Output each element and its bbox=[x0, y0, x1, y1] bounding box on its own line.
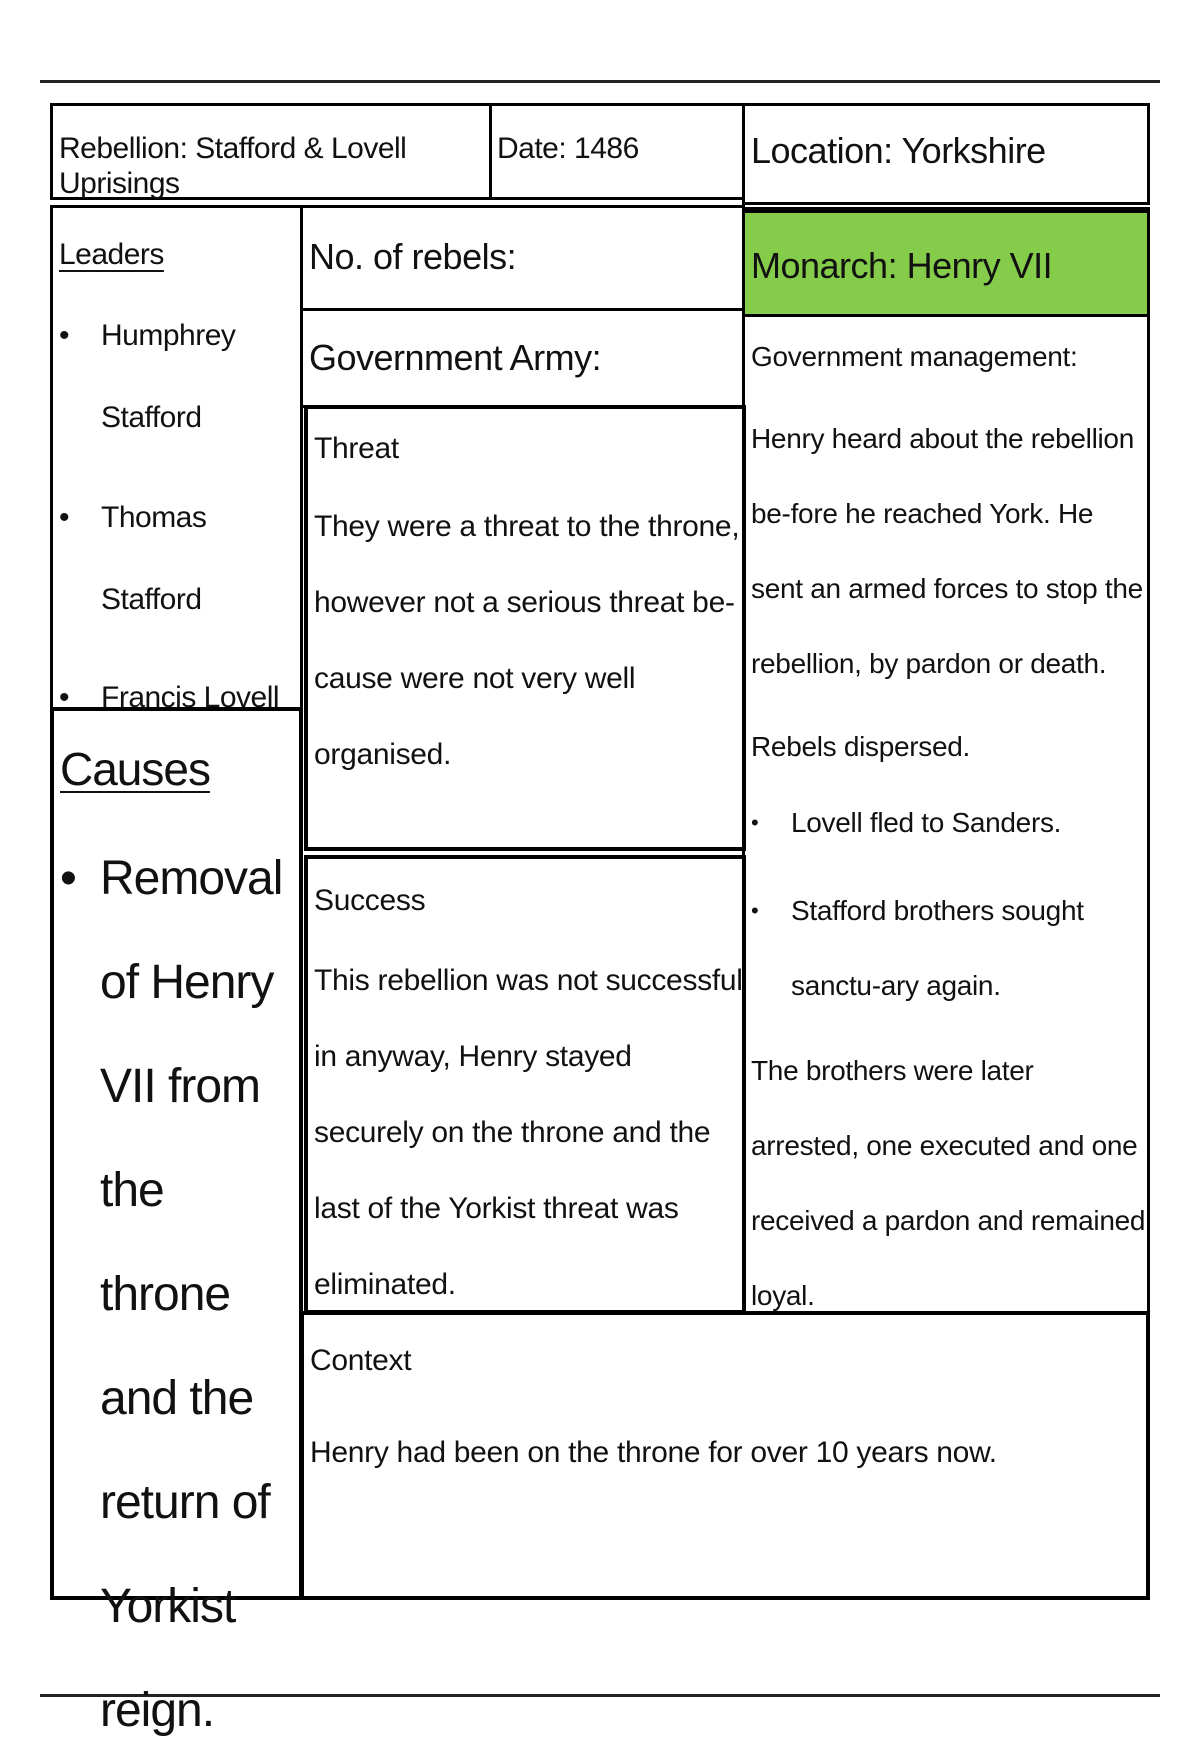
gov-army-cell bbox=[300, 308, 745, 408]
gov-management-bullet-text: Stafford brothers sought sanctu-ary again. bbox=[791, 895, 1084, 1001]
leader-item bbox=[59, 295, 271, 459]
gov-management-para: Henry heard about the rebellion be-fore he reached York. He sent an armed forces to stop the rebellion, by pardon or death. bbox=[751, 423, 1143, 679]
monarch-label: Monarch: Henry VII bbox=[751, 245, 1053, 286]
rebels-cell bbox=[300, 205, 745, 311]
bullet-icon: • bbox=[751, 898, 759, 923]
gov-management-bullet-text: Lovell fled to Sanders. bbox=[791, 807, 1062, 838]
date-cell bbox=[489, 103, 745, 200]
leaders-heading: Leaders bbox=[59, 238, 164, 271]
gov-management-bullets bbox=[751, 805, 1141, 1023]
gov-management-bullet bbox=[751, 805, 1141, 841]
bullet-icon: • bbox=[60, 852, 76, 905]
success-heading: Success bbox=[314, 884, 426, 917]
cause-text: Removal of Henry VII from the throne and the return of Yorkist reign. bbox=[100, 852, 283, 1737]
context-cell bbox=[300, 1311, 1150, 1600]
success-cell bbox=[304, 855, 746, 1314]
context-heading: Context bbox=[310, 1344, 412, 1377]
cause-item bbox=[60, 827, 305, 1763]
gov-management-outcome: The brothers were later arrested, one executed and one received a pardon and remained loyal. bbox=[751, 1055, 1146, 1311]
leaders-cell bbox=[50, 205, 303, 714]
gov-management-heading: Government management: bbox=[751, 341, 1078, 372]
leader-name: Thomas Stafford bbox=[101, 500, 207, 616]
bullet-icon: • bbox=[751, 810, 759, 835]
gov-management-dispersed: Rebels dispersed. bbox=[751, 731, 971, 762]
causes-cell bbox=[50, 707, 303, 1737]
leader-name: Francis Lovell bbox=[101, 680, 280, 714]
leader-name: Humphrey Stafford bbox=[101, 318, 236, 434]
threat-text: They were a threat to the throne, however not a serious threat be-cause were not very well organised. bbox=[314, 510, 740, 771]
rebels-label: No. of rebels: bbox=[309, 236, 517, 277]
leaders-list bbox=[59, 295, 294, 739]
causes-list bbox=[60, 827, 293, 1763]
top-rule bbox=[40, 80, 1160, 83]
gov-management-bullet bbox=[751, 873, 1141, 1023]
leader-item bbox=[59, 477, 294, 641]
bullet-icon: • bbox=[59, 500, 70, 534]
causes-heading: Causes bbox=[60, 743, 210, 795]
location-cell bbox=[742, 103, 1150, 205]
date-label: Date: 1486 bbox=[497, 132, 639, 165]
threat-cell bbox=[304, 405, 746, 851]
bullet-icon: • bbox=[59, 318, 70, 352]
context-text: Henry had been on the throne for over 10 years now. bbox=[310, 1436, 997, 1469]
success-text: This rebellion was not successful in anyway, Henry stayed securely on the throne and the last of the Yorkist threat was eliminated. bbox=[314, 964, 743, 1301]
rebellion-title-cell bbox=[50, 103, 492, 200]
location-label: Location: Yorkshire bbox=[751, 130, 1046, 171]
gov-army-label: Government Army: bbox=[309, 337, 602, 378]
rebellion-title: Rebellion: Stafford & Lovell Uprisings bbox=[59, 132, 407, 200]
monarch-cell bbox=[742, 207, 1150, 317]
gov-management-cell bbox=[742, 314, 1150, 1314]
bullet-icon: • bbox=[59, 680, 70, 714]
threat-heading: Threat bbox=[314, 432, 399, 465]
